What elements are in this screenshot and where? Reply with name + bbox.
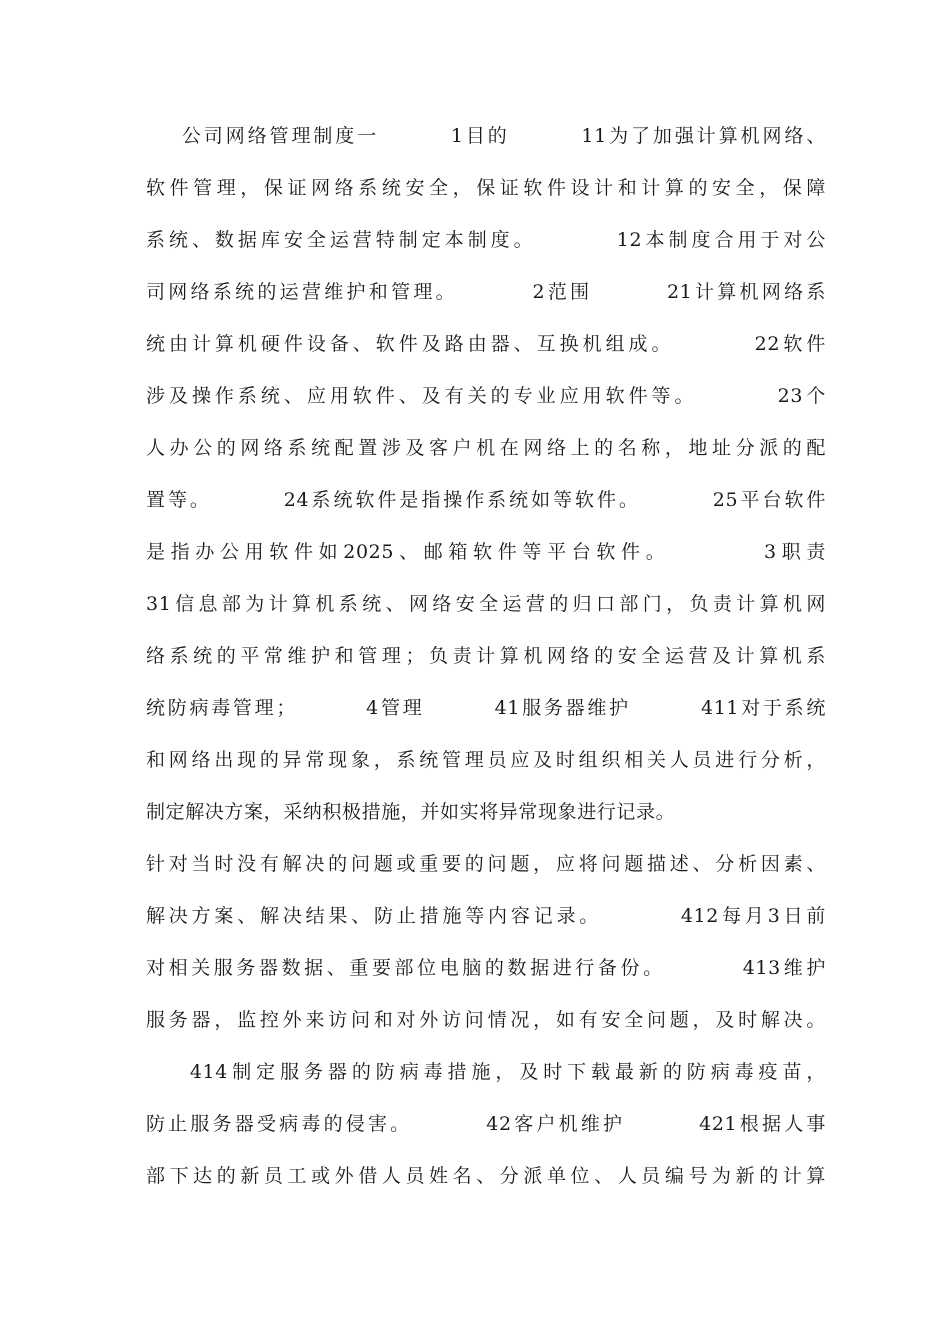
text-line: 针对当时没有解决的问题或重要的问题，应将问题描述、分析因素、 xyxy=(146,853,826,875)
text-line: 对相关服务器数据、重要部位电脑的数据进行备份。 413维护 xyxy=(146,957,826,979)
text-line: 置等。 24系统软件是指操作系统如等软件。 25平台软件 xyxy=(146,489,826,511)
text-line: 服务器，监控外来访问和对外访问情况，如有安全问题，及时解决。 xyxy=(146,1009,826,1031)
text-line: 系统、数据库安全运营特制定本制度。 12本制度合用于对公 xyxy=(146,229,826,251)
text-line: 统防病毒管理； 4管理 41服务器维护 411对于系统 xyxy=(146,697,826,719)
text-line: 部下达的新员工或外借人员姓名、分派单位、人员编号为新的计算 xyxy=(146,1165,826,1187)
text-line: 人办公的网络系统配置涉及客户机在网络上的名称，地址分派的配 xyxy=(146,437,826,459)
text-line: 是指办公用软件如2025、邮箱软件等平台软件。 3职责 xyxy=(146,541,826,563)
text-line: 统由计算机硬件设备、软件及路由器、互换机组成。 22软件 xyxy=(146,333,826,355)
text-line: 和网络出现的异常现象，系统管理员应及时组织相关人员进行分析， xyxy=(146,749,826,771)
text-line: 制定解决方案，采纳积极措施，并如实将异常现象进行记录。 xyxy=(146,801,676,823)
text-line: 414制定服务器的防病毒措施，及时下载最新的防病毒疫苗， xyxy=(146,1061,826,1083)
text-line: 司网络系统的运营维护和管理。 2范围 21计算机网络系 xyxy=(146,281,826,303)
text-line: 31信息部为计算机系统、网络安全运营的归口部门，负责计算机网 xyxy=(146,593,826,615)
text-line: 解决方案、解决结果、防止措施等内容记录。 412每月3日前 xyxy=(146,905,826,927)
text-line: 软件管理，保证网络系统安全，保证软件设计和计算的安全，保障 xyxy=(146,177,826,199)
text-line: 涉及操作系统、应用软件、及有关的专业应用软件等。 23个 xyxy=(146,385,826,407)
body-text xyxy=(146,110,826,1202)
text-line: 防止服务器受病毒的侵害。 42客户机维护 421根据人事 xyxy=(146,1113,826,1135)
text-line: 公司网络管理制度一 1目的 11为了加强计算机网络、 xyxy=(146,125,826,147)
text-line: 络系统的平常维护和管理；负责计算机网络的安全运营及计算机系 xyxy=(146,645,826,667)
